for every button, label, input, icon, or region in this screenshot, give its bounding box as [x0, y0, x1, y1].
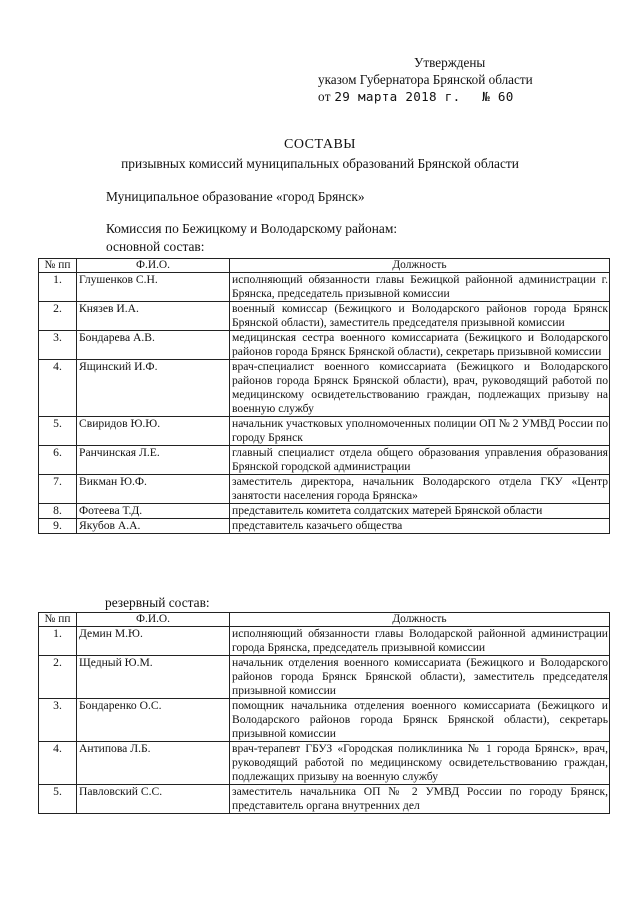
row-number: 8. [39, 504, 77, 519]
row-name: Щедный Ю.М. [77, 656, 230, 699]
row-position: главный специалист отдела общего образования управления образования Брянской городской администрации [230, 446, 610, 475]
column-header-number: № пп [39, 259, 77, 273]
table-row [39, 331, 610, 360]
reserve-composition-label: резервный состав: [105, 595, 210, 610]
table-row [39, 360, 610, 417]
row-number: 2. [39, 656, 77, 699]
column-header-name: Ф.И.О. [77, 613, 230, 627]
row-name: Фотеева Т.Д. [77, 504, 230, 519]
table-header-row [39, 259, 610, 273]
table-row [39, 273, 610, 302]
row-name: Бондарева А.В. [77, 331, 230, 360]
municipality-heading: Муниципальное образование «город Брянск» [106, 189, 365, 204]
row-position: заместитель директора, начальник Володарского отдела ГКУ «Центр занятости населения города Брянска» [230, 475, 610, 504]
row-position: медицинская сестра военного комиссариата (Бежицкого и Володарского районов города Брянск Брянской области), секретарь призывной комиссии [230, 331, 610, 360]
row-name: Ранчинская Л.Е. [77, 446, 230, 475]
row-position: врач-терапевт ГБУЗ «Городская поликлиника № 1 города Брянск», врач, руководящий работой по медицинскому освидетельствованию граждан, подлежащих призыву на военную службу [230, 742, 610, 785]
column-header-number: № пп [39, 613, 77, 627]
row-position: представитель комитета солдатских матерей Брянской области [230, 504, 610, 519]
reserve-composition-table [38, 612, 610, 814]
row-number: 1. [39, 273, 77, 302]
row-name: Якубов А.А. [77, 519, 230, 534]
main-composition-table [38, 258, 610, 534]
table-row [39, 475, 610, 504]
commission-heading [106, 220, 397, 256]
column-header-position: Должность [230, 613, 610, 627]
table-row [39, 785, 610, 814]
row-number: 5. [39, 785, 77, 814]
table-row [39, 699, 610, 742]
row-name: Ящинский И.Ф. [77, 360, 230, 417]
row-position: начальник участковых уполномоченных полиции ОП № 2 УМВД России по городу Брянск [230, 417, 610, 446]
commission-title: Комиссия по Бежицкому и Володарскому районам: [106, 221, 398, 236]
approval-heading: Утверждены [414, 55, 486, 70]
row-number: 1. [39, 627, 77, 656]
row-position: врач-специалист военного комиссариата (Бежицкого и Володарского районов города Брянск Брянской области), врач, руководящий работой по медицинскому освидетельствованию граждан, подлежащих призыву на военную службу [230, 360, 610, 417]
table-row [39, 742, 610, 785]
table-row [39, 446, 610, 475]
row-position: военный комиссар (Бежицкого и Володарского районов города Брянск Брянской области), заместитель председателя призывной комиссии [230, 302, 610, 331]
table-row [39, 504, 610, 519]
row-name: Свиридов Ю.Ю. [77, 417, 230, 446]
approval-number: № 60 [482, 89, 514, 104]
table-row [39, 417, 610, 446]
row-number: 5. [39, 417, 77, 446]
row-position: представитель казачьего общества [230, 519, 610, 534]
row-position: исполняющий обязанности главы Бежицкой районной администрации г. Брянска, председатель призывной комиссии [230, 273, 610, 302]
row-name: Демин М.Ю. [77, 627, 230, 656]
row-position: помощник начальника отделения военного комиссариата (Бежицкого и Володарского районов города Брянск Брянской области), секретарь призывной комиссии [230, 699, 610, 742]
row-name: Викман Ю.Ф. [77, 475, 230, 504]
column-header-position: Должность [230, 259, 610, 273]
approval-date-line [318, 88, 618, 105]
row-number: 7. [39, 475, 77, 504]
row-position: начальник отделения военного комиссариата (Бежицкого и Володарского районов города Брянск Брянской области), заместитель председателя призывной комиссии [230, 656, 610, 699]
column-header-name: Ф.И.О. [77, 259, 230, 273]
row-number: 3. [39, 331, 77, 360]
row-name: Антипова Л.Б. [77, 742, 230, 785]
main-composition-label: основной состав: [106, 239, 205, 254]
row-name: Павловский С.С. [77, 785, 230, 814]
row-number: 9. [39, 519, 77, 534]
approval-authority: указом Губернатора Брянской области [318, 72, 533, 87]
row-name: Бондаренко О.С. [77, 699, 230, 742]
row-number: 2. [39, 302, 77, 331]
table-row [39, 656, 610, 699]
table-row [39, 519, 610, 534]
document-title: СОСТАВЫ [284, 137, 356, 152]
row-number: 4. [39, 742, 77, 785]
row-position: заместитель начальника ОП № 2 УМВД России по городу Брянск, представитель органа внутренних дел [230, 785, 610, 814]
table-row [39, 627, 610, 656]
row-name: Глушенков С.Н. [77, 273, 230, 302]
approval-date: 29 марта 2018 г. [334, 89, 461, 104]
row-name: Князев И.А. [77, 302, 230, 331]
row-number: 6. [39, 446, 77, 475]
table-header-row [39, 613, 610, 627]
table-row [39, 302, 610, 331]
approval-date-prefix: от [318, 89, 331, 104]
approval-block [318, 54, 618, 105]
row-number: 4. [39, 360, 77, 417]
row-number: 3. [39, 699, 77, 742]
document-subtitle: призывных комиссий муниципальных образований Брянской области [121, 156, 519, 171]
row-position: исполняющий обязанности главы Володарской районной администрации города Брянска, председатель призывной комиссии [230, 627, 610, 656]
